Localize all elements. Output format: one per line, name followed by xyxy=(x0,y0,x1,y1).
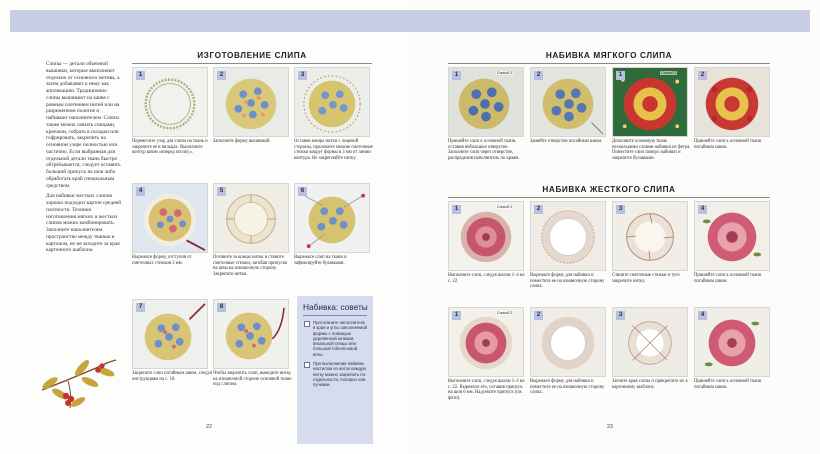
step-caption: Вырежьте форму для набивки и поместите ее на изнаночную сторону слипа. xyxy=(530,379,605,396)
step-caption: Стяните сметочные стежки и туго закрепите нитку. xyxy=(612,273,680,284)
hard-a-photo-4 xyxy=(694,201,770,271)
step-caption: Потяните за концы ниток и стяните сметочные стежки, загибая припуски на швы на изнаночную сторону. Закрепите нитки. xyxy=(213,255,288,278)
tip-item: При выполнении набивки настилом из ниток каждую нитку можно закрепить по-отдельности, попарно или пучками. xyxy=(303,361,368,387)
section-title-hard-slip: НАБИВКА ЖЕСТКОГО СЛИПА xyxy=(448,185,770,198)
tips-divider xyxy=(303,315,367,316)
hard-a-photo-2 xyxy=(530,201,606,271)
intro-paragraph: Для набивки жестких слипов хорошо подходит картон средней плотности. Техники изготовления мягких и жестких слипов можно комбинировать. Заполните наполнителем пространство между тканью и картоном, но не заходите за края картонного шаблона. xyxy=(46,193,122,254)
step-number: 5 xyxy=(217,187,226,196)
method-tag: Способ 2 xyxy=(661,71,677,75)
soft-photo-2 xyxy=(530,67,606,137)
right-page xyxy=(410,0,820,454)
step-caption: Вырежьте форму, отступив от сметочных стежков 3 мм. xyxy=(132,255,192,266)
intro-paragraph: Слипы — детали объемной вышивки, которые выполняют отдельно от основного мотива, а затем добавляют к нему как аппликацию. Традиционно слипы вышивают на канве с ровным плетением нитей или на разреженном полотне и набивают наполнителем. Слипы также можно связать спицами, крючком, собрать в складки или гофрировать, закрепить на основном узоре полностью или частично. Если выбранная для отдельной детали ткань быстро обтрёпывается, следует оставить больший припуск на шов либо обработать край специальным средством. xyxy=(46,61,121,189)
soft-photo-1 xyxy=(448,67,524,137)
tips-title: Набивка: советы xyxy=(303,302,368,312)
step-number: 2 xyxy=(534,205,543,214)
step-number: 4 xyxy=(136,187,145,196)
step-photo-gathered-back xyxy=(213,183,289,253)
step-caption: Заполните форму вышивкой. xyxy=(213,139,271,144)
step-caption: Дополните основную ткань несколькими слоями набивки из фетра. Поместите слип поверх набивки и закрепите булавками. xyxy=(612,139,691,162)
step-number: 4 xyxy=(698,311,707,320)
step-photo-tacking-stitches xyxy=(294,67,370,137)
tip-item: Протолкните наполнитель в края и углы заполняемой формы с помощью деревянной шпажки, вязальной спицы или большой гобеленовой иглы. xyxy=(303,320,368,357)
method-tag: Способ 2 xyxy=(497,311,513,315)
step-caption: Оставив концы нитки с лицевой стороны, проложите мелкие сметочные стежки вокруг формы в 3 мм от линии контура. Не закрепляйте нитку. xyxy=(294,139,373,162)
step-number: 1 xyxy=(452,71,461,80)
step-photo-pinned-slip xyxy=(294,183,370,253)
soft-photo-4 xyxy=(694,67,770,137)
soft-photo-3 xyxy=(612,67,688,137)
step-caption: Вырежьте форму для набивки и поместите ее на изнаночную сторону слипа. xyxy=(530,273,605,290)
step-caption: Вырежьте слип на ткани и зафиксируйте булавками. xyxy=(294,255,347,266)
tips-box xyxy=(297,296,373,444)
top-color-band xyxy=(410,10,810,32)
step-caption: Загните края слипа и прикрепите их к картонному шаблону. xyxy=(612,379,688,390)
section-title-soft-slip: НАБИВКА МЯГКОГО СЛИПА xyxy=(448,51,770,64)
hard-a-photo-3 xyxy=(612,201,688,271)
step-photo-blind-stitch xyxy=(132,299,208,369)
berry-branch-illustration xyxy=(38,350,120,416)
step-number: 2 xyxy=(217,71,226,80)
step-photo-thread-under xyxy=(213,299,289,369)
step-caption: Зашейте отверстие потайным швом. xyxy=(530,139,603,144)
top-color-band xyxy=(10,10,410,32)
step-caption: Перенесите узор для слипа на ткань и закрепите ее в пяльцах. Выполните контур швом «вперед иголку». xyxy=(132,139,208,156)
page-number: 22 xyxy=(206,424,213,430)
step-number: 6 xyxy=(298,187,307,196)
step-number: 7 xyxy=(136,303,145,312)
step-number: 1 xyxy=(452,311,461,320)
step-photo-hoop-outline xyxy=(132,67,208,137)
step-caption: Пришейте слип к основной ткани, оставив небольшое отверстие. Заполните слип через отверстие, распределив наполнитель по краям. xyxy=(448,139,520,162)
step-number: 2 xyxy=(534,311,543,320)
intro-text xyxy=(46,61,122,258)
step-caption: Закрепите слип потайным швом, следуя инструкциям на с. 18. xyxy=(132,371,212,382)
hard-b-photo-1 xyxy=(448,307,524,377)
step-caption: Выполните слип, следуя шагам 1–4 на с. 22. xyxy=(448,273,525,284)
section-title-making-slip: ИЗГОТОВЛЕНИЕ СЛИПА xyxy=(132,51,372,64)
step-number: 3 xyxy=(298,71,307,80)
step-number: 8 xyxy=(217,303,226,312)
step-number: 2 xyxy=(698,71,707,80)
step-number: 2 xyxy=(534,71,543,80)
step-photo-cut-out xyxy=(132,183,208,253)
step-caption: Выполните слип, следуя шагам 1–2 на с. 22. Вырежьте его, оставив припуск на шов 6 мм. Надсеките припуск (см. фото). xyxy=(448,379,525,402)
step-number: 1 xyxy=(452,205,461,214)
tips-list xyxy=(303,320,368,388)
step-number: 1 xyxy=(136,71,145,80)
hard-a-photo-1 xyxy=(448,201,524,271)
step-caption: Чтобы закрепить слип, выведите нитку на изнаночной стороне основной ткани под слипом. xyxy=(213,371,292,388)
method-tag: Способ 1 xyxy=(497,205,513,209)
step-photo-filled-form xyxy=(213,67,289,137)
step-caption: Пришейте слип к основной ткани потайным швом. xyxy=(694,273,762,284)
hard-b-photo-2 xyxy=(530,307,606,377)
step-caption: Пришейте слип к основной ткани потайным швом. xyxy=(694,139,762,150)
hard-b-photo-4 xyxy=(694,307,770,377)
step-number: 4 xyxy=(698,205,707,214)
step-number: 3 xyxy=(616,205,625,214)
hard-b-photo-3 xyxy=(612,307,688,377)
step-caption: Пришейте слип к основной ткани потайным швом. xyxy=(694,379,762,390)
step-number: 1 xyxy=(616,71,625,80)
step-number: 3 xyxy=(616,311,625,320)
page-number: 23 xyxy=(607,424,614,430)
method-tag: Способ 1 xyxy=(497,71,513,75)
